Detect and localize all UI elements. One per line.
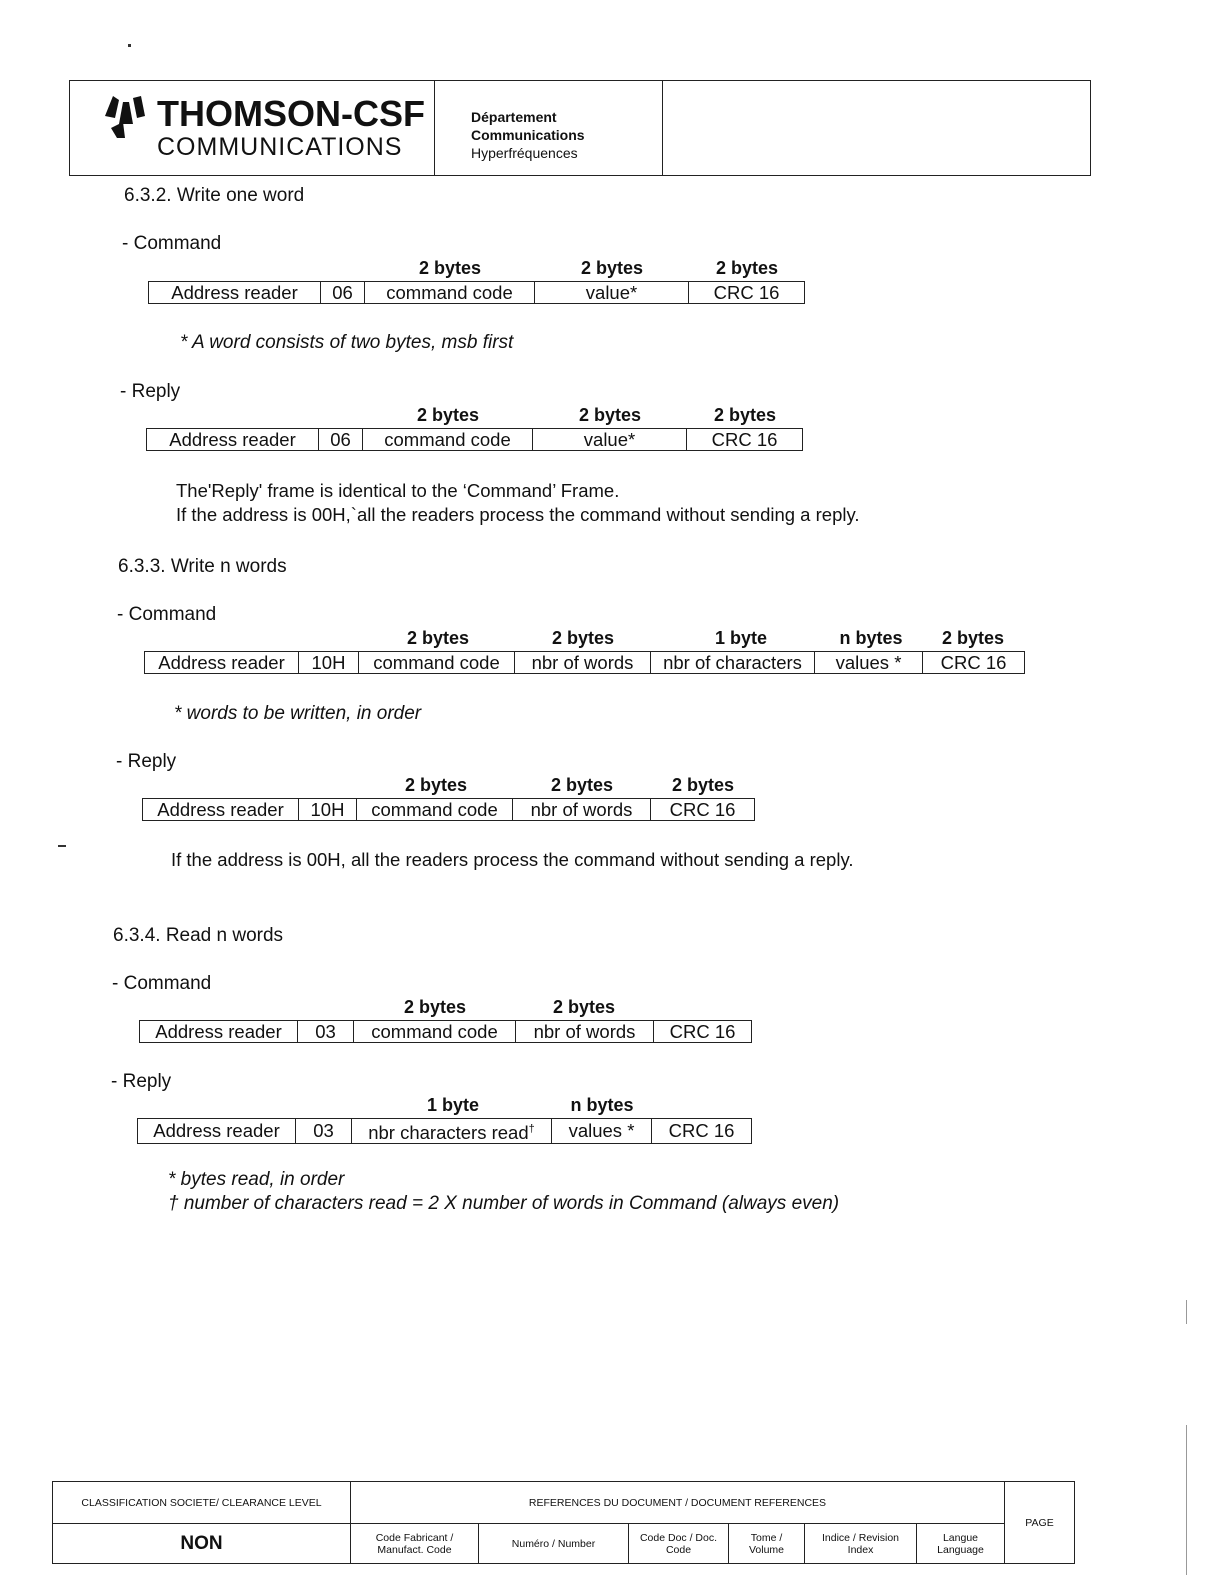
scan-speck: [1186, 1300, 1187, 1324]
frame-cell: 06: [319, 429, 363, 451]
frame-cell: Address reader: [147, 429, 319, 451]
department-line: Département: [471, 109, 557, 125]
frame-cell: nbr of words: [515, 652, 651, 674]
byte-size-label: 2 bytes: [418, 258, 482, 278]
command-frame-table: [144, 651, 1025, 674]
cell-text: nbr characters read: [368, 1122, 529, 1144]
manufact-code-label: Code Fabricant / Manufact. Code: [351, 1524, 479, 1564]
header-divider: [434, 80, 435, 176]
byte-size-label: 2 bytes: [580, 258, 644, 278]
frame-cell: 03: [296, 1119, 352, 1144]
frame-cell: values *: [552, 1119, 652, 1144]
paragraph: If the address is 00H, all the readers process the command without sending a reply.: [171, 849, 854, 870]
frame-cell: CRC 16: [654, 1021, 752, 1043]
department-line: Hyperfréquences: [471, 145, 578, 161]
byte-size-label: n bytes: [570, 1095, 634, 1115]
byte-size-label: 2 bytes: [671, 775, 735, 795]
reply-frame-table: [137, 1118, 752, 1144]
frame-cell: Address reader: [143, 799, 299, 821]
header-divider: [662, 80, 663, 176]
command-label: - Command: [112, 973, 212, 994]
reply-label: - Reply: [120, 381, 181, 402]
reply-label: - Reply: [111, 1071, 172, 1092]
frame-cell: 10H: [299, 652, 359, 674]
logo-subtitle: COMMUNICATIONS: [157, 133, 403, 161]
byte-size-label: 2 bytes: [713, 405, 777, 425]
frame-cell: nbr of words: [516, 1021, 654, 1043]
paragraph: If the address is 00H,`all the readers process the command without sending a reply.: [176, 504, 860, 525]
frame-cell: command code: [357, 799, 513, 821]
frame-cell: Address reader: [145, 652, 299, 674]
doc-code-label: Code Doc / Doc. Code: [629, 1524, 729, 1564]
frame-cell: nbr of characters: [651, 652, 815, 674]
language-label: Langue Language: [917, 1524, 1005, 1564]
scan-speck: [1186, 1425, 1187, 1575]
frame-cell: command code: [354, 1021, 516, 1043]
byte-size-label: 1 byte: [426, 1095, 480, 1115]
footnote: * bytes read, in order: [168, 1169, 345, 1190]
section-title: 6.3.3. Write n words: [118, 556, 287, 577]
frame-cell: Address reader: [138, 1119, 296, 1144]
byte-size-label: n bytes: [839, 628, 903, 648]
byte-size-label: 2 bytes: [552, 997, 616, 1017]
frame-cell: CRC 16: [651, 799, 755, 821]
frame-cell: command code: [365, 282, 535, 304]
frame-cell: command code: [363, 429, 533, 451]
byte-size-label: 2 bytes: [404, 775, 468, 795]
byte-size-label: 2 bytes: [551, 628, 615, 648]
footnote: * A word consists of two bytes, msb first: [180, 332, 514, 353]
document-reference-footer: [52, 1481, 1075, 1564]
byte-size-label: 2 bytes: [403, 997, 467, 1017]
number-label: Numéro / Number: [479, 1524, 629, 1564]
byte-size-label: 2 bytes: [416, 405, 480, 425]
frame-cell: [352, 1119, 552, 1144]
frame-cell: value*: [535, 282, 689, 304]
frame-cell: value*: [533, 429, 687, 451]
footnote: * words to be written, in order: [174, 703, 422, 724]
footnote: † number of characters read = 2 X number of words in Command (always even): [168, 1193, 840, 1214]
logo-name: THOMSON-CSF: [157, 93, 425, 134]
frame-cell: CRC 16: [652, 1119, 752, 1144]
reply-label: - Reply: [116, 751, 177, 772]
byte-size-label: 2 bytes: [941, 628, 1005, 648]
references-heading: REFERENCES DU DOCUMENT / DOCUMENT REFERENCES: [351, 1482, 1005, 1524]
byte-size-label: 2 bytes: [550, 775, 614, 795]
frame-cell: nbr of words: [513, 799, 651, 821]
byte-size-label: 1 byte: [714, 628, 768, 648]
command-label: - Command: [117, 604, 217, 625]
scan-speck: [128, 44, 131, 47]
paragraph: The'Reply' frame is identical to the ‘Command’ Frame.: [176, 480, 620, 501]
frame-cell: Address reader: [149, 282, 321, 304]
reply-frame-table: [142, 798, 755, 821]
frame-cell: CRC 16: [923, 652, 1025, 674]
reply-frame-table: [146, 428, 803, 451]
dagger-mark: †: [528, 1123, 535, 1135]
thomson-logo-icon: [103, 94, 147, 140]
volume-label: Tome / Volume: [729, 1524, 805, 1564]
section-title: 6.3.4. Read n words: [113, 925, 284, 946]
byte-size-label: 2 bytes: [715, 258, 779, 278]
frame-cell: 10H: [299, 799, 357, 821]
section-title: 6.3.2. Write one word: [124, 185, 305, 206]
byte-size-label: 2 bytes: [578, 405, 642, 425]
page-label: PAGE: [1005, 1482, 1075, 1564]
scan-speck: [58, 845, 66, 847]
frame-cell: command code: [359, 652, 515, 674]
frame-cell: values *: [815, 652, 923, 674]
command-frame-table: [139, 1020, 752, 1043]
frame-cell: CRC 16: [687, 429, 803, 451]
frame-cell: 06: [321, 282, 365, 304]
frame-cell: CRC 16: [689, 282, 805, 304]
department-line: Communications: [471, 127, 585, 143]
classification-heading: CLASSIFICATION SOCIETE/ CLEARANCE LEVEL: [53, 1482, 351, 1524]
revision-index-label: Indice / Revision Index: [805, 1524, 917, 1564]
clearance-level: NON: [53, 1524, 351, 1564]
byte-size-label: 2 bytes: [406, 628, 470, 648]
command-frame-table: [148, 281, 805, 304]
frame-cell: Address reader: [140, 1021, 298, 1043]
command-label: - Command: [122, 233, 222, 254]
frame-cell: 03: [298, 1021, 354, 1043]
